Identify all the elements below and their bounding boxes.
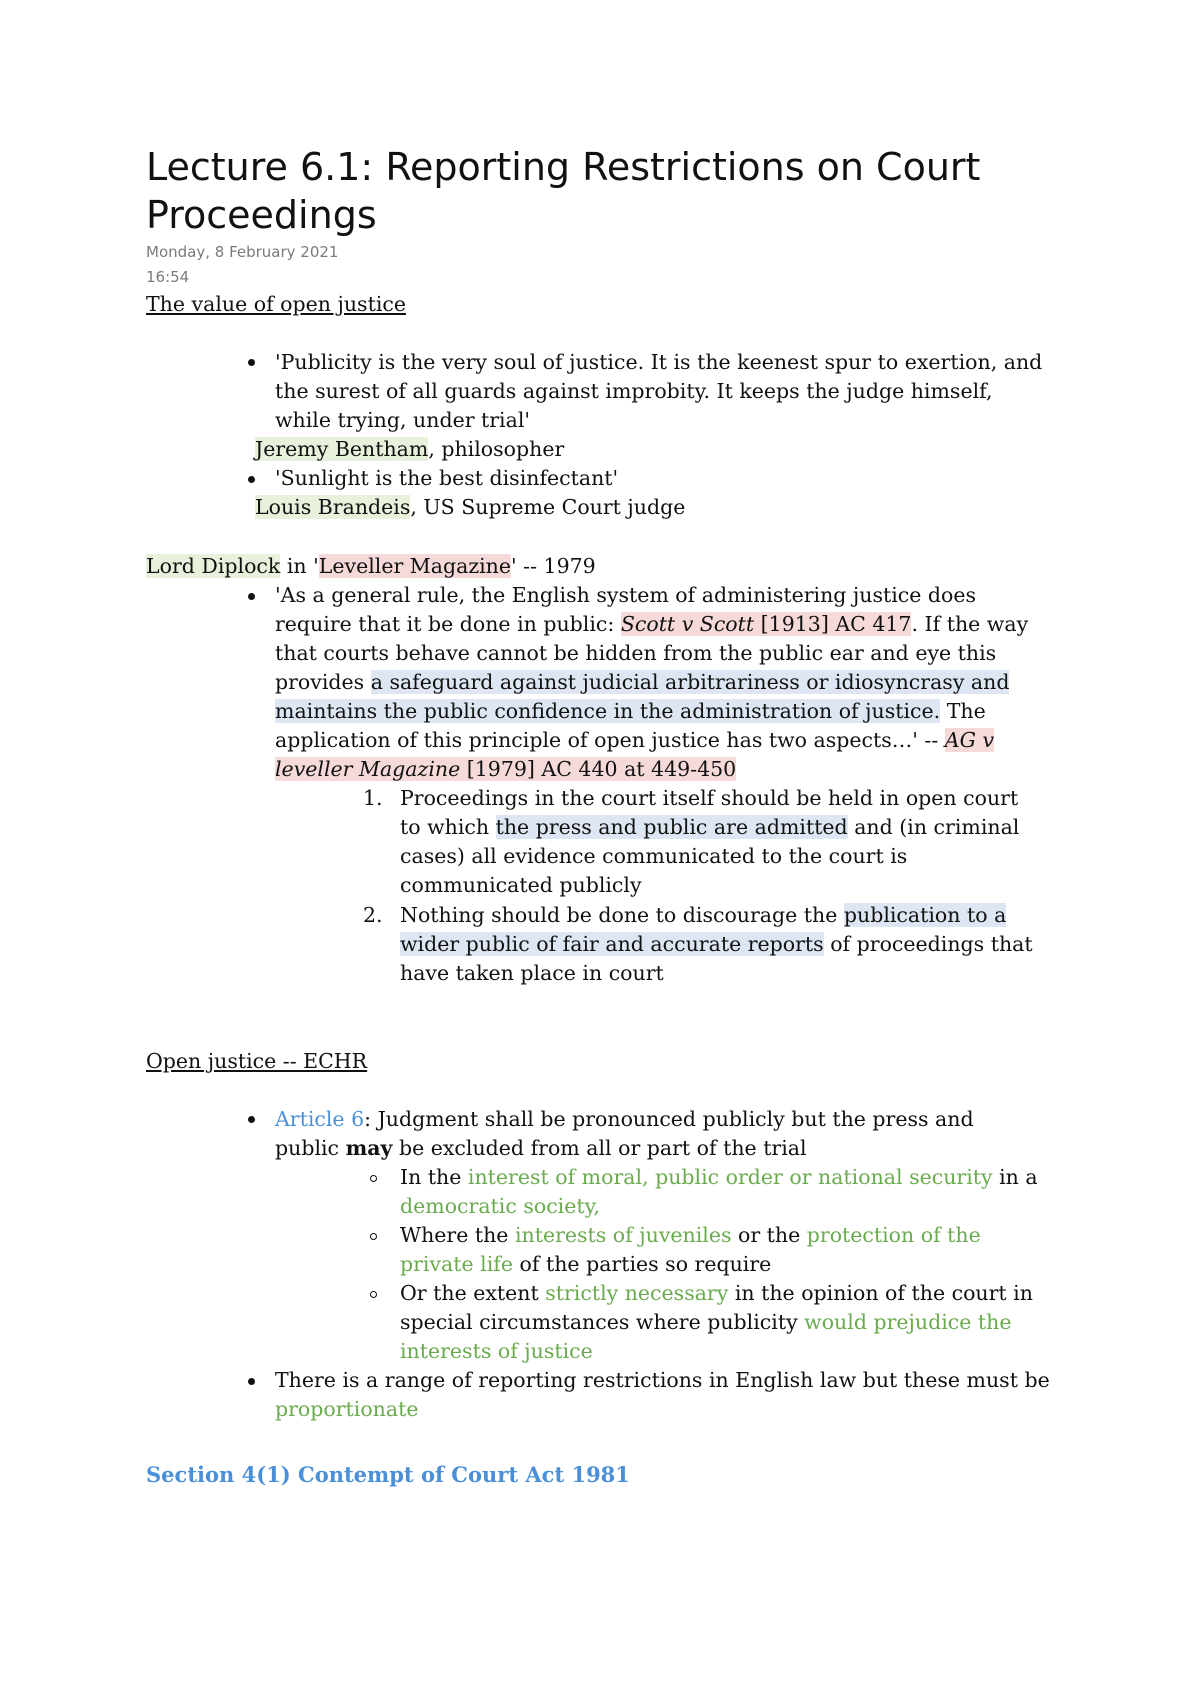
text: to which bbox=[400, 815, 496, 839]
attribution-role: , US Supreme Court judge bbox=[410, 495, 686, 519]
list-item-line bbox=[400, 932, 1033, 956]
list-item-line: cases) all evidence communicated to the court is bbox=[400, 844, 908, 868]
bullet-line: There is a range of reporting restrictions in English law but these must be bbox=[275, 1368, 1050, 1392]
list-item-line: communicated publicly bbox=[400, 873, 642, 897]
text: provides bbox=[275, 670, 371, 694]
citation: [1913] AC 417 bbox=[754, 612, 912, 636]
diplock-heading bbox=[146, 554, 596, 578]
quote-line: 'As a general rule, the English system of administering justice does bbox=[275, 583, 977, 607]
case-citation bbox=[275, 757, 736, 781]
list-item-line: Proceedings in the court itself should be held in open court bbox=[400, 786, 1019, 810]
text: in ' bbox=[280, 554, 319, 578]
green-text: interest of moral, public order or national security bbox=[467, 1165, 993, 1189]
emphasis: may bbox=[345, 1136, 393, 1160]
green-text: private life bbox=[400, 1252, 514, 1276]
section-heading-echr: Open justice -- ECHR bbox=[146, 1049, 368, 1073]
text: The bbox=[940, 699, 986, 723]
text: in a bbox=[992, 1165, 1038, 1189]
date-stamp: Monday, 8 February 2021 bbox=[146, 243, 339, 261]
highlight: publication to a bbox=[843, 903, 1007, 927]
quote-line: while trying, under trial' bbox=[275, 408, 531, 432]
attribution-name: Louis Brandeis bbox=[255, 495, 411, 519]
case-name: AG v bbox=[944, 728, 995, 752]
highlight: wider public of fair and accurate reports bbox=[400, 932, 824, 956]
page-title bbox=[146, 143, 1106, 239]
time-stamp: 16:54 bbox=[146, 268, 190, 286]
text: application of this principle of open justice has two aspects…' -- bbox=[275, 728, 945, 752]
highlight: maintains the public confidence in the administration of justice. bbox=[275, 699, 941, 723]
sub-item-line: democratic society, bbox=[400, 1194, 600, 1218]
text: and (in criminal bbox=[847, 815, 1020, 839]
attribution-brandeis bbox=[255, 495, 685, 519]
case-name: Leveller Magazine bbox=[318, 554, 512, 578]
attribution-role: , philosopher bbox=[428, 437, 565, 461]
text: Or the extent bbox=[400, 1281, 546, 1305]
text: in the opinion of the court in bbox=[728, 1281, 1033, 1305]
list-item-line bbox=[400, 903, 1006, 927]
text: be excluded from all or part of the trial bbox=[392, 1136, 807, 1160]
sub-item-line bbox=[400, 1252, 771, 1276]
bullet-icon bbox=[248, 1378, 255, 1385]
list-number: 1. bbox=[363, 786, 383, 810]
sub-item-line bbox=[400, 1223, 981, 1247]
list-item-line bbox=[400, 815, 1019, 839]
article-line bbox=[275, 1107, 974, 1131]
case-name: Scott v Scott bbox=[620, 612, 755, 636]
sub-item-line bbox=[400, 1281, 1033, 1305]
bullet-line: proportionate bbox=[275, 1397, 419, 1421]
quote-line bbox=[275, 670, 1009, 694]
text: of the parties so require bbox=[513, 1252, 772, 1276]
text: public bbox=[275, 1136, 346, 1160]
text: Nothing should be done to discourage the bbox=[400, 903, 844, 927]
bullet-icon bbox=[248, 593, 255, 600]
text: . If the way bbox=[911, 612, 1029, 636]
article-ref: Article 6 bbox=[275, 1107, 365, 1131]
green-text: protection of the bbox=[806, 1223, 981, 1247]
sub-item-line bbox=[400, 1165, 1038, 1189]
sub-item-line bbox=[400, 1310, 1011, 1334]
text: or the bbox=[731, 1223, 807, 1247]
title-line-2: Proceedings bbox=[146, 193, 377, 237]
green-text: would prejudice the bbox=[804, 1310, 1012, 1334]
text: of proceedings that bbox=[823, 932, 1033, 956]
text: ' -- 1979 bbox=[511, 554, 596, 578]
section-heading-open-justice: The value of open justice bbox=[146, 292, 406, 316]
text: special circumstances where publicity bbox=[400, 1310, 805, 1334]
quote-line bbox=[275, 757, 736, 781]
bullet-icon bbox=[248, 359, 255, 366]
text: Where the bbox=[400, 1223, 515, 1247]
attribution-name: Jeremy Bentham bbox=[255, 437, 429, 461]
attribution-bentham bbox=[255, 437, 564, 461]
article-line bbox=[275, 1136, 807, 1160]
text: In the bbox=[400, 1165, 468, 1189]
bullet-icon bbox=[248, 476, 255, 483]
text: require that it be done in public: bbox=[275, 612, 621, 636]
case-name: leveller Magazine bbox=[275, 757, 461, 781]
circle-bullet-icon bbox=[370, 1175, 377, 1182]
list-item-line: have taken place in court bbox=[400, 961, 664, 985]
citation: [1979] AC 440 at 449-450 bbox=[460, 757, 737, 781]
section-heading-contempt-act: Section 4(1) Contempt of Court Act 1981 bbox=[146, 1462, 630, 1487]
title-line-1: Lecture 6.1: Reporting Restrictions on Court bbox=[146, 145, 981, 189]
green-text: strictly necessary bbox=[545, 1281, 729, 1305]
quote-line: 'Sunlight is the best disinfectant' bbox=[275, 466, 619, 490]
highlight: a safeguard against judicial arbitrariness or idiosyncrasy and bbox=[370, 670, 1010, 694]
bullet-icon bbox=[248, 1116, 255, 1123]
quote-line: that courts behave cannot be hidden from the public ear and eye this bbox=[275, 641, 997, 665]
judge-name: Lord Diplock bbox=[146, 554, 281, 578]
circle-bullet-icon bbox=[370, 1233, 377, 1240]
text: : Judgment shall be pronounced publicly but the press and bbox=[364, 1107, 974, 1131]
quote-line bbox=[275, 728, 994, 752]
green-text: interests of juveniles bbox=[514, 1223, 732, 1247]
quote-line: 'Publicity is the very soul of justice. It is the keenest spur to exertion, and bbox=[275, 350, 1043, 374]
sub-item-line: interests of justice bbox=[400, 1339, 593, 1363]
quote-line bbox=[275, 612, 1028, 636]
quote-line: the surest of all guards against improbity. It keeps the judge himself, bbox=[275, 379, 993, 403]
circle-bullet-icon bbox=[370, 1291, 377, 1298]
case-citation bbox=[621, 612, 912, 636]
quote-line bbox=[275, 699, 986, 723]
highlight: the press and public are admitted bbox=[495, 815, 848, 839]
list-number: 2. bbox=[363, 903, 383, 927]
